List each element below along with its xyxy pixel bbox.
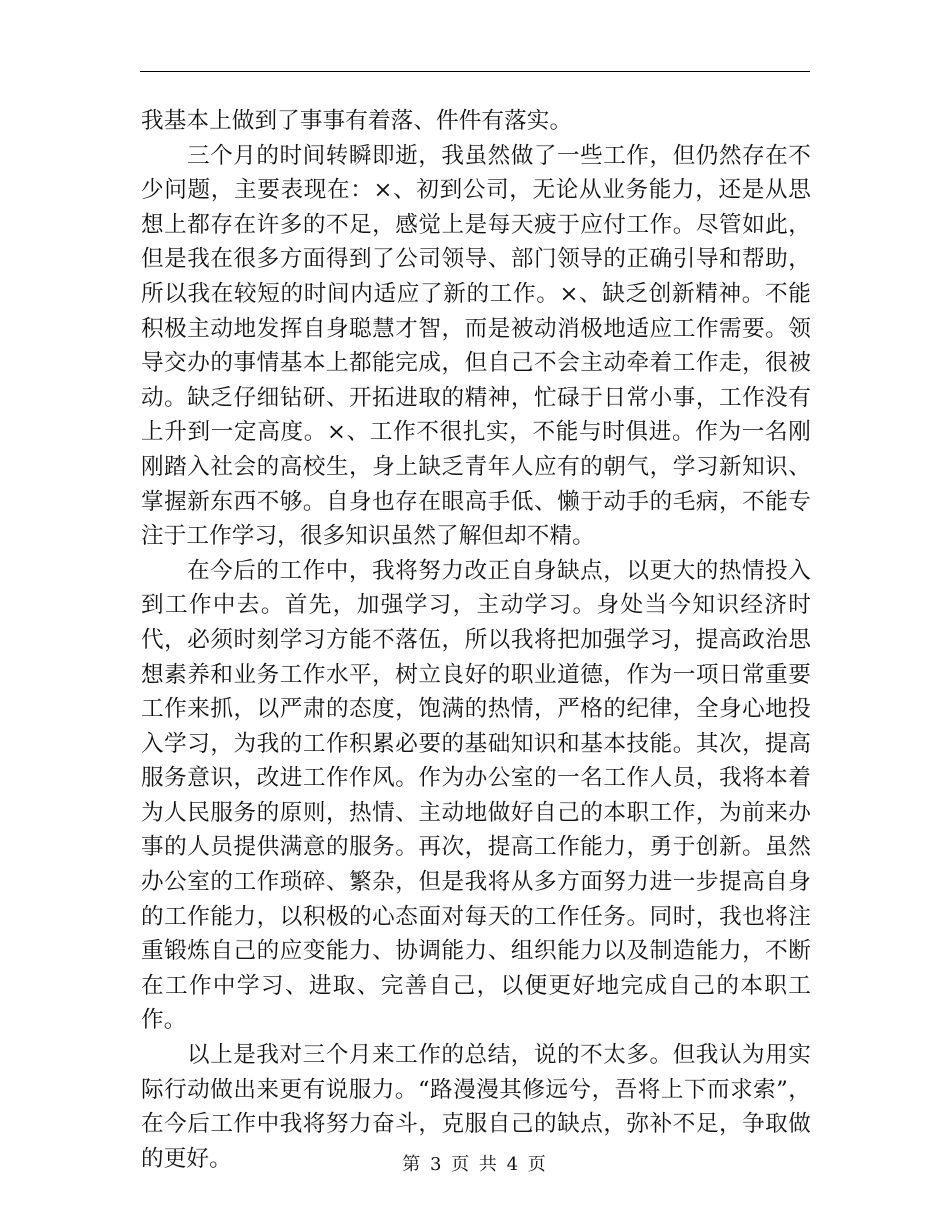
paragraph-1: 我基本上做到了事事有着落、件件有落实。 (141, 108, 573, 134)
header-rule (140, 71, 810, 72)
paragraph-3: 在今后的工作中，我将努力改正自身缺点，以更大的热情投入到工作中去。首先，加强学习，主动学习。身处当今知识经济时代，必须时刻学习方能不落伍，所以我将把加强学习，提高政治思想素养和业务工作水平，树立良好的职业道德，作为一项日常重要工作来抓，以严肃的态度，饱满的热情，严格的纪律，全身心地投入学习，为我的工作积累必要的基础知识和基本技能。其次，提高服务意识，改进工作作风。作为办公室的一名工作人员，我将本着为人民服务的原则，热情、主动地做好自己的本职工作，为前来办事的人员提供满意的服务。再次，提高工作能力，勇于创新。虽然办公室的工作琐碎、繁杂，但是我将从多方面努力进一步提高自身的工作能力，以积极的心态面对每天的工作任务。同时，我也将注重锻炼自己的应变能力、协调能力、组织能力以及制造能力，不断在工作中学习、进取、完善自己，以便更好地完成自己的本职工作。 (141, 557, 811, 1034)
paragraph-2: 三个月的时间转瞬即逝，我虽然做了一些工作，但仍然存在不少问题，主要表现在：×、初到公司，无论从业务能力，还是从思想上都存在许多的不足，感觉上是每天疲于应付工作。尽管如此，但是我在很多方面得到了公司领导、部门领导的正确引导和帮助，所以我在较短的时间内适应了新的工作。×、缺乏创新精神。不能积极主动地发挥自身聪慧才智，而是被动消极地适应工作需要。领导交办的事情基本上都能完成，但自己不会主动牵着工作走，很被动。缺乏仔细钻研、开拓进取的精神，忙碌于日常小事，工作没有上升到一定高度。×、工作不很扎实，不能与时俱进。作为一名刚刚踏入社会的高校生，身上缺乏青年人应有的朝气，学习新知识、掌握新东西不够。自身也存在眼高手低、懒于动手的毛病，不能专注于工作学习，很多知识虽然了解但却不精。 (141, 142, 811, 550)
page-number-footer: 第 3 页 共 4 页 (402, 1154, 548, 1175)
paragraph-4: 以上是我对三个月来工作的总结，说的不太多。但我认为用实际行动做出来更有说服力。“路漫漫其修远兮，吾将上下而求索”，在今后工作中我将努力奋斗，克服自己的缺点，弥补不足，争取做的更好。 (141, 1042, 811, 1172)
document-body (141, 104, 811, 1176)
